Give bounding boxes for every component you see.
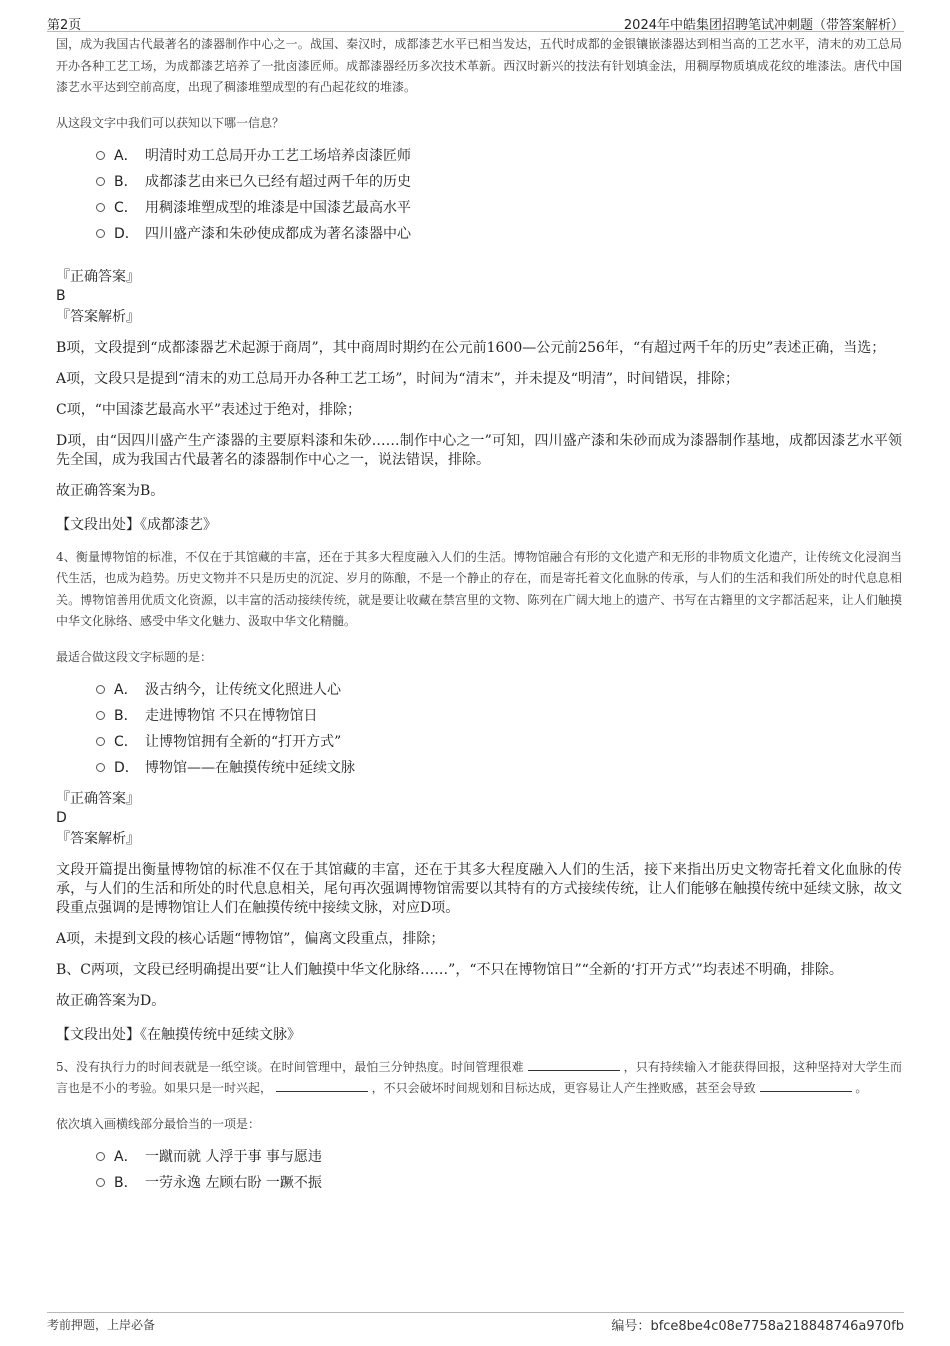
q4-option-a[interactable]: A． 汲古纳今，让传统文化照进人心 bbox=[56, 677, 902, 703]
q4-answer: D bbox=[56, 809, 67, 826]
radio-icon[interactable] bbox=[96, 203, 105, 212]
q5-option-a[interactable]: A． 一蹴而就 人浮于事 事与愿违 bbox=[56, 1144, 902, 1170]
q3-analysis-a: A项，文段只是提到“清末的劝工总局开办各种工艺工场”，时间为“清末”，并未提及“明清”，时间错误，排除； bbox=[56, 370, 740, 387]
q3-options bbox=[56, 143, 902, 247]
radio-icon[interactable] bbox=[96, 177, 105, 186]
q4-option-d[interactable]: D． 博物馆——在触摸传统中延续文脉 bbox=[56, 755, 902, 781]
q3-conclusion: 故正确答案为B。 bbox=[56, 482, 165, 499]
q3-answer: B bbox=[56, 287, 66, 304]
page-content bbox=[56, 34, 902, 1196]
page-header bbox=[47, 0, 904, 32]
document-title: 2024年中皓集团招聘笔试冲刺题（带答案解析） bbox=[623, 18, 904, 33]
q3-analysis-label: 『答案解析』 bbox=[56, 308, 140, 325]
q3-source: 【文段出处】《成都漆艺》 bbox=[56, 516, 217, 533]
page-footer bbox=[47, 1312, 904, 1346]
radio-icon[interactable] bbox=[96, 737, 105, 746]
q3-option-a[interactable]: A． 明清时劝工总局开办工艺工场培养卤漆匠师 bbox=[56, 143, 902, 169]
q3-option-d[interactable]: D． 四川盛产漆和朱砂使成都成为著名漆器中心 bbox=[56, 221, 902, 247]
radio-icon[interactable] bbox=[96, 229, 105, 238]
footer-serial: 编号：bfce8be4c08e7758a218848746a970fb bbox=[611, 1319, 904, 1334]
q5-options bbox=[56, 1144, 902, 1196]
q4-conclusion: 故正确答案为D。 bbox=[56, 992, 166, 1009]
radio-icon[interactable] bbox=[96, 711, 105, 720]
q4-source: 【文段出处】《在触摸传统中延续文脉》 bbox=[56, 1026, 301, 1043]
radio-icon[interactable] bbox=[96, 151, 105, 160]
q3-analysis-d: D项，由“因四川盛产生产漆器的主要原料漆和朱砂……制作中心之一”可知，四川盛产漆和朱砂而成为漆器制作基地，成都因漆艺水平领先全国，成为我国古代最著名的漆器制作中心之一，说法错误，排除。 bbox=[56, 432, 902, 468]
radio-icon[interactable] bbox=[96, 1152, 105, 1161]
q4-options bbox=[56, 677, 902, 781]
q4-analysis-bc: B、C两项，文段已经明确提出要“让人们触摸中华文化脉络……”，“不只在博物馆日”“全新的‘打开方式’”均表述不明确，排除。 bbox=[56, 961, 843, 978]
q5-question: 依次填入画横线部分最恰当的一项是： bbox=[56, 1116, 261, 1131]
footer-slogan: 考前押题，上岸必备 bbox=[47, 1318, 156, 1332]
q5-option-b[interactable]: B． 一劳永逸 左顾右盼 一蹶不振 bbox=[56, 1170, 902, 1196]
q4-analysis-main: 文段开篇提出衡量博物馆的标准不仅在于其馆藏的丰富，还在于其多大程度融入人们的生活，接下来指出历史文物寄托着文化血脉的传承，与人们的生活和所处的时代息息相关，尾句再次强调博物馆需要以其特有的方式接续传统，让人们能够在触摸传统中延续文脉，故文段重点强调的是博物馆让人们在触摸传统中接续文脉，对应D项。 bbox=[56, 861, 902, 916]
q4-option-c[interactable]: C． 让博物馆拥有全新的“打开方式” bbox=[56, 729, 902, 755]
q4-passage: 4、衡量博物馆的标准，不仅在于其馆藏的丰富，还在于其多大程度融入人们的生活。博物馆融合有形的文化遗产和无形的非物质文化遗产，让传统文化浸润当代生活，也成为趋势。历史文物并不只是历史的沉淀、岁月的陈酿，不是一个静止的存在，而是寄托着文化血脉的传承，与人们的生活和我们所处的时代息息相关。博物馆善用优质文化资源，以丰富的活动接续传统，就是要让收藏在禁宫里的文物、陈列在广阔大地上的遗产、书写在古籍里的文字都活起来，让人们触摸中华文化脉络、感受中华文化魅力、汲取中华文化精髓。 bbox=[56, 549, 902, 628]
q3-passage: 国，成为我国古代最著名的漆器制作中心之一。战国、秦汉时，成都漆艺水平已相当发达，五代时成都的金银镶嵌漆器达到相当高的工艺水平，清末的劝工总局开办各种工艺工场，为成都漆艺培养了一批卤漆匠师。成都漆器经历多次技术革新。西汉时新兴的技法有针划填金法，用稠厚物质填成花纹的堆漆法。唐代中国漆艺水平达到空前高度，出现了稠漆堆塑成型的有凸起花纹的堆漆。 bbox=[56, 37, 902, 94]
q3-analysis-c: C项，“中国漆艺最高水平”表述过于绝对，排除； bbox=[56, 401, 362, 418]
page-number: 第2页 bbox=[47, 18, 82, 33]
q4-option-b[interactable]: B． 走进博物馆 不只在博物馆日 bbox=[56, 703, 902, 729]
radio-icon[interactable] bbox=[96, 1178, 105, 1187]
q4-analysis-a: A项，未提到文段的核心话题“博物馆”，偏离文段重点，排除； bbox=[56, 930, 445, 947]
radio-icon[interactable] bbox=[96, 685, 105, 694]
q3-analysis-b: B项，文段提到“成都漆器艺术起源于商周”，其中商周时期约在公元前1600—公元前256年，“有超过两千年的历史”表述正确，当选； bbox=[56, 339, 886, 356]
q3-option-b[interactable]: B． 成都漆艺由来已久已经有超过两千年的历史 bbox=[56, 169, 902, 195]
q3-option-c[interactable]: C． 用稠漆堆塑成型的堆漆是中国漆艺最高水平 bbox=[56, 195, 902, 221]
q5-passage: 5、没有执行力的时间表就是一纸空谈。在时间管理中，最怕三分钟热度。时间管理很难 ，只有持续输入才能获得回报，这种坚持对大学生而言也是不小的考验。如果只是一时兴起， ，不只会破坏时间规划和目标达成，更容易让人产生挫败感，甚至会导致 。 bbox=[56, 1059, 902, 1095]
q4-analysis-label: 『答案解析』 bbox=[56, 830, 140, 847]
fill-blank-1 bbox=[528, 1059, 620, 1071]
radio-icon[interactable] bbox=[96, 763, 105, 772]
q3-answer-label: 『正确答案』 bbox=[56, 268, 140, 285]
q3-question: 从这段文字中我们可以获知以下哪一信息？ bbox=[56, 115, 285, 130]
fill-blank-3 bbox=[760, 1080, 852, 1092]
q4-answer-label: 『正确答案』 bbox=[56, 790, 140, 807]
q4-question: 最适合做这段文字标题的是： bbox=[56, 649, 213, 664]
fill-blank-2 bbox=[276, 1080, 368, 1092]
